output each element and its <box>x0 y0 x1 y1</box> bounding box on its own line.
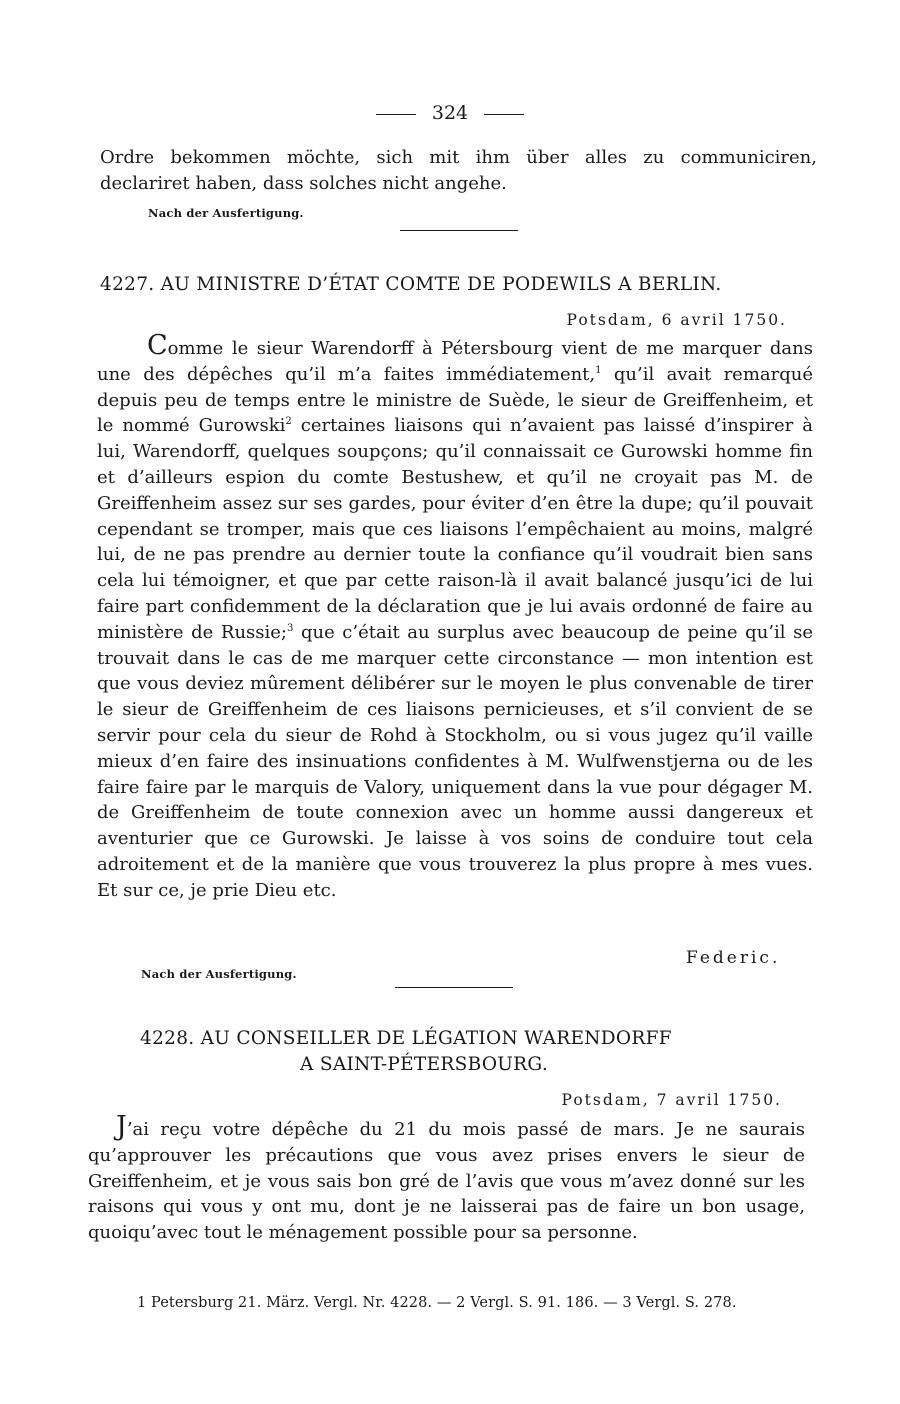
header-dash-left <box>376 114 416 115</box>
place-date: Potsdam, 6 avril 1750. <box>566 311 787 329</box>
drop-cap: J <box>116 1111 127 1142</box>
letter-heading-line2: A SAINT-PÉTERSBOURG. <box>300 1054 548 1075</box>
source-note: Nach der Ausfertigung. <box>141 967 297 981</box>
footnote-marker: 2 <box>285 416 292 428</box>
footnote-marker: 3 <box>287 622 294 634</box>
letter-heading: 4227. AU MINISTRE D’ÉTAT COMTE DE PODEWILS A BERLIN. <box>100 274 722 295</box>
separator-rule <box>400 230 518 231</box>
page-number: 324 <box>431 102 469 124</box>
place-date: Potsdam, 7 avril 1750. <box>561 1091 782 1109</box>
continuation-paragraph: Ordre bekommen möchte, sich mit ihm über alles zu communiciren, declariret haben, dass solches nicht angehe. <box>100 147 817 194</box>
separator-rule <box>395 987 513 988</box>
letter-body: Comme le sieur Warendorff à Pétersbourg vient de me marquer dans une des dépêches qu’il m’a faites immédiatement,$^1$ qu’il avait remarqué depuis peu de temps entre le ministre de Suède, le sieur de Greiffenheim, et le nommé Gurowski$^2$ certaines liaisons qui n’avaient pas laissé d’inspirer à lui, Warendorff, quelques soupçons; qu’il connaissait ce Gurowski homme fin et d’ailleurs espion du comte Bestushew, et qu’il ne croyait pas M. de Greiffenheim assez sur ses gardes, pour éviter d’en être la dupe; qu’il pouvait cependant se tromper, mais que ces liaisons l’empêchaient au moins, malgré lui, de ne pas prendre au dernier toute la confiance qu’il voudrait bien sans cela lui témoigner, et que par cette raison-là il avait balancé jusqu’ici de lui faire part confidemment de la déclaration que je lui avais ordonné de faire au ministère de Russie;$^3$ que c’était au surplus avec beaucoup de peine qu’il se trouvait dans le cas de me marquer cette circonstance — mon intention est que vous deviez mûrement délibérer sur le moyen le plus convenable de tirer le sieur de Greiffenheim de ces liaisons pernicieuses, et s’il convient de se servir pour cela du sieur de Rohd à Stockholm, ou si vous jugez qu’il vaille mieux d’en faire des insinuations confidentes à M. Wulfwenstjerna ou de les faire faire par le marquis de Valory, uniquement dans la vue pour dégager M. de Greiffenheim de toute connexion avec un homme aussi dangereux et aventurier que ce Gurowski. Je laisse à vos soins de conduire tout cela adroitement et de la manière que vous trouverez la plus propre à mes vues. Et sur ce, je prie Dieu etc. <box>97 330 813 901</box>
letter-body: J’ai reçu votre dépêche du 21 du mois passé de mars. Je ne saurais qu’approuver les précautions que vous avez prises envers le sieur de Greiffenheim, et je vous sais bon gré de l’avis que vous m’avez donné sur les raisons qui vous y ont mu, dont je ne laisserai pas de faire un bon usage, quoiqu’avec tout le ménagement possible pour sa personne. <box>88 1111 805 1244</box>
source-note: Nach der Ausfertigung. <box>148 206 304 220</box>
drop-cap: C <box>147 330 168 361</box>
signature: Federic. <box>686 948 781 968</box>
header-dash-right <box>484 114 524 115</box>
footnotes: 1 Petersburg 21. März. Vergl. Nr. 4228. — 2 Vergl. S. 91. 186. — 3 Vergl. S. 278. <box>137 1295 737 1311</box>
footnote-marker: 1 <box>595 364 602 376</box>
letter-heading: 4228. AU CONSEILLER DE LÉGATION WARENDORFF <box>140 1028 672 1049</box>
page-header <box>0 102 900 132</box>
